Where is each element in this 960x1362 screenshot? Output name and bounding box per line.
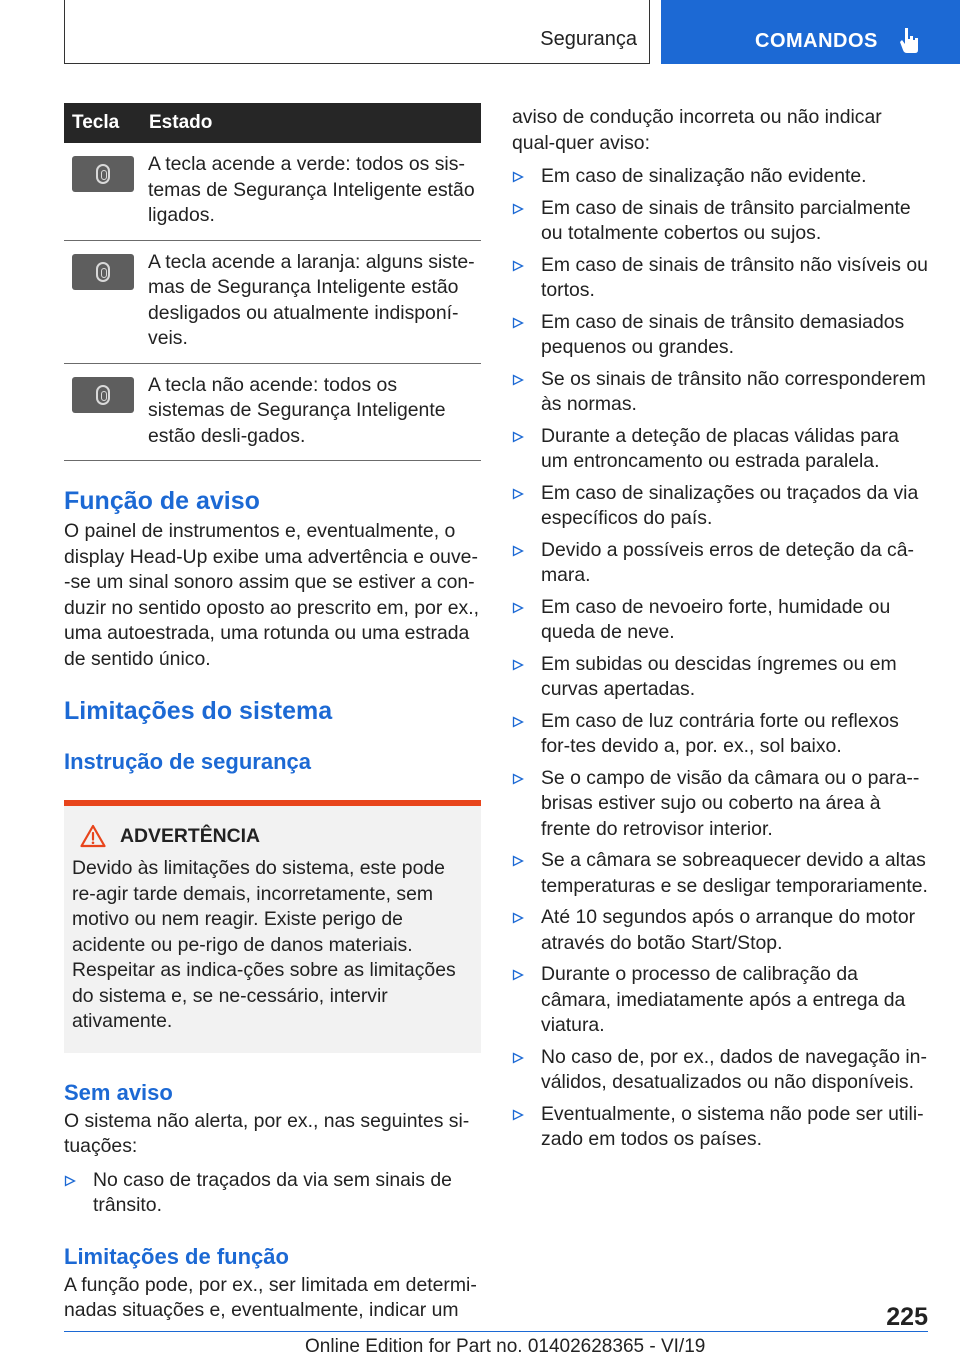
bullet-triangle-icon (512, 488, 524, 500)
chapter-label: COMANDOS (755, 30, 878, 52)
paragraph-sem-aviso: O sistema não alerta, por ex., nas seguintes si-tuações: (64, 1109, 470, 1157)
pointing-hand-icon (897, 26, 921, 54)
list-item (512, 962, 928, 1039)
bullet-triangle-icon (512, 773, 524, 785)
paragraph-intro: aviso de condução incorreta ou não indicar qual-quer aviso: (512, 106, 882, 154)
bullet-triangle-icon (512, 716, 524, 728)
list-item-text: Em caso de sinalização não evidente. (541, 165, 867, 187)
intelligent-safety-key-icon (72, 254, 134, 290)
bullet-triangle-icon (512, 969, 524, 981)
list-item (512, 481, 928, 532)
list-item-text: Devido a possíveis erros de deteção da câ-mara. (541, 538, 914, 586)
list-item-text: Se os sinais de trânsito não corresponderem às normas. (541, 367, 926, 415)
list-item-text: Até 10 segundos após o arranque do motor através do botão Start/Stop. (541, 906, 916, 954)
list-item (64, 1168, 481, 1219)
bullet-triangle-icon (512, 545, 524, 557)
bullet-triangle-icon (512, 602, 524, 614)
list-item (512, 253, 928, 304)
list-item-text: No caso de traçados da via sem sinais de trânsito. (93, 1168, 452, 1216)
list-item-text: Em caso de sinalizações ou traçados da via específicos do país. (541, 481, 919, 529)
footer-divider (64, 1331, 928, 1332)
list-item-text: Em caso de sinais de trânsito não visíveis ou tortos. (541, 253, 928, 301)
heading-limitacoes: Limitações do sistema (64, 697, 333, 725)
intelligent-safety-key-icon (72, 156, 134, 192)
bullet-triangle-icon (64, 1175, 76, 1187)
list-item (512, 424, 928, 475)
column-header-key: Tecla (72, 112, 120, 133)
left-column (64, 103, 481, 1324)
list-item-text: Eventualmente, o sistema não pode ser utili-zado em todos os países. (541, 1102, 924, 1150)
table-cell-state: A tecla acende a laranja: alguns siste-mas de Segurança Inteligente estão desligados ou atualmente indisponí-veis. (148, 250, 475, 349)
section-title: Segurança (540, 28, 637, 50)
bullet-triangle-icon (512, 203, 524, 215)
chapter-tab[interactable] (661, 0, 960, 64)
right-column (512, 103, 928, 1159)
list-item (512, 709, 928, 760)
list-item-text: No caso de, por ex., dados de navegação in-válidos, desatualizados ou não disponíveis. (541, 1045, 927, 1093)
warning-text: Devido às limitações do sistema, este pode re-agir tarde demais, incorretamente, sem motivo ou nem reagir. Existe perigo de acidente ou pe-rigo de danos materiais. Respeitar as indica-ções sobre as limitações do sistema e, se ne-cessário, intervir ativamente. (72, 857, 456, 1032)
list-item-text: Em caso de luz contrária forte ou reflexos for-tes devido a, por. ex., sol baixo. (541, 709, 899, 757)
bullet-triangle-icon (512, 1052, 524, 1064)
list-item (512, 766, 928, 843)
list-item (512, 652, 928, 703)
paragraph-limitacoes-funcao: A função pode, por ex., ser limitada em determi-nadas situações e, eventualmente, indicar um (64, 1273, 477, 1321)
list-item (512, 595, 928, 646)
header-frame (64, 0, 650, 64)
list-item-text: Durante o processo de calibração da câmara, imediatamente após a entrega da viatura. (541, 963, 906, 1036)
column-header-state: Estado (149, 112, 213, 133)
bullet-triangle-icon (512, 171, 524, 183)
list-item-text: Em subidas ou descidas íngremes ou em curvas apertadas. (541, 652, 897, 700)
heading-limitacoes-funcao: Limitações de função (64, 1243, 289, 1269)
list-item (512, 538, 928, 589)
list-item (512, 848, 928, 899)
list-item-text: Em caso de sinais de trânsito parcialmente ou totalmente cobertos ou sujos. (541, 196, 911, 244)
table-header (64, 103, 481, 143)
table-cell-state: A tecla acende a verde: todos os sis-temas de Segurança Inteligente estão ligados. (148, 153, 475, 226)
bullet-triangle-icon (512, 260, 524, 272)
sem-aviso-list (64, 1168, 481, 1219)
list-item (512, 310, 928, 361)
bullet-triangle-icon (512, 317, 524, 329)
bullet-triangle-icon (512, 855, 524, 867)
bullet-triangle-icon (512, 1109, 524, 1121)
list-item (512, 1045, 928, 1096)
table-row (64, 241, 481, 364)
warning-box (64, 806, 481, 1053)
warning-triangle-icon (80, 824, 106, 848)
limitations-list (512, 164, 928, 1153)
list-item-text: Se o campo de visão da câmara ou o para--brisas estiver sujo ou coberto na área à frente do retrovisor interior. (541, 766, 920, 840)
heading-instrucao-seguranca: Instrução de segurança (64, 749, 311, 774)
table-row (64, 364, 481, 462)
list-item-text: Em caso de sinais de trânsito demasiados pequenos ou grandes. (541, 310, 905, 358)
heading-funcao-aviso: Função de aviso (64, 487, 260, 515)
intelligent-safety-key-icon (72, 377, 134, 413)
list-item (512, 164, 928, 190)
list-item-text: Durante a deteção de placas válidas para um entroncamento ou estrada paralela. (541, 424, 899, 472)
paragraph-funcao-aviso: O painel de instrumentos e, eventualmente, o display Head-Up exibe uma advertência e ouve--se um sinal sonoro assim que se estiver a con-duzir no sentido oposto ao prescrito em, por ex., uma autoestrada, uma rotunda ou uma estrada de sentido único. (64, 520, 479, 670)
list-item (512, 196, 928, 247)
bullet-triangle-icon (512, 431, 524, 443)
edition-text: Online Edition for Part no. 01402628365 - VI/19 (305, 1336, 706, 1357)
list-item (512, 367, 928, 418)
list-item-text: Se a câmara se sobreaquecer devido a altas temperaturas e se desligar temporariamente. (541, 849, 928, 897)
list-item (512, 1102, 928, 1153)
table-row (64, 143, 481, 241)
bullet-triangle-icon (512, 912, 524, 924)
heading-sem-aviso: Sem aviso (64, 1079, 173, 1105)
bullet-triangle-icon (512, 659, 524, 671)
list-item (512, 905, 928, 956)
warning-title: ADVERTÊNCIA (120, 824, 261, 847)
page-number: 225 (886, 1303, 928, 1331)
table-cell-state: A tecla não acende: todos os sistemas de Segurança Inteligente estão desli-gados. (148, 373, 446, 447)
list-item-text: Em caso de nevoeiro forte, humidade ou queda de neve. (541, 595, 891, 643)
bullet-triangle-icon (512, 374, 524, 386)
